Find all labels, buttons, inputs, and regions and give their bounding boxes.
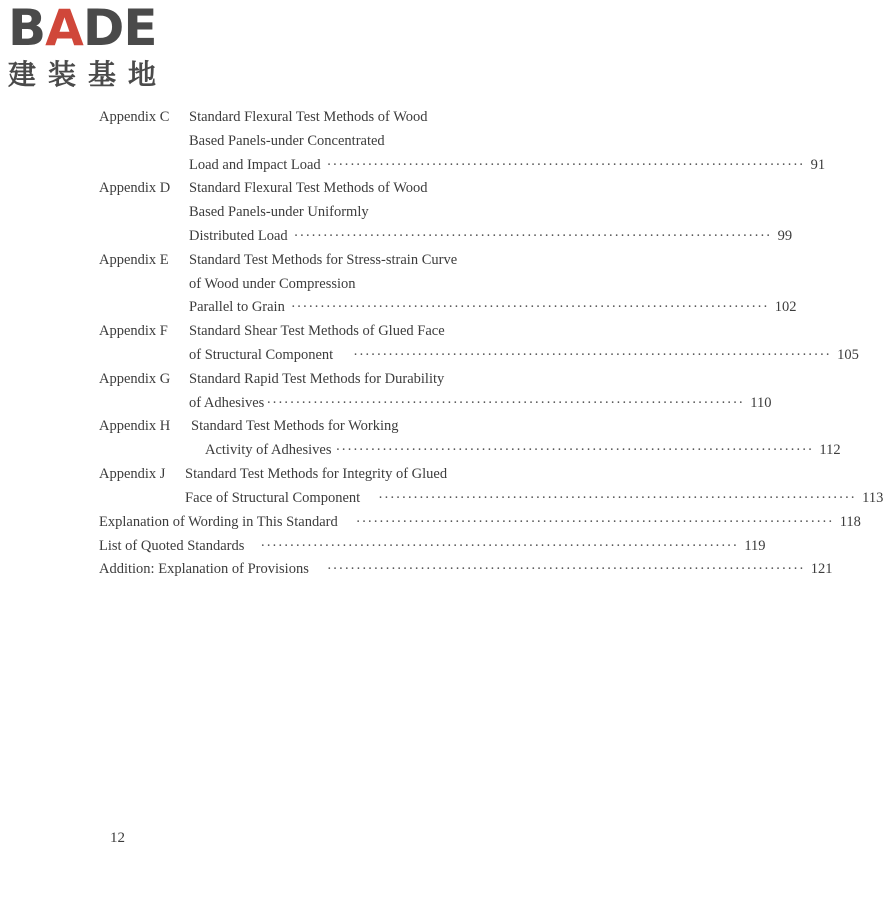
logo-chinese-text: 建装基地: [8, 58, 169, 91]
toc-entry-appendix-e: [99, 250, 457, 270]
appendix-title: of Structural Component: [189, 347, 334, 363]
toc-page-number: 119: [744, 538, 766, 554]
leader-dots: ··················································································: [326, 157, 805, 173]
appendix-title: of Wood under Compression: [189, 276, 356, 292]
toc-continuation: [189, 202, 369, 222]
appendix-title: Parallel to Grain: [189, 299, 285, 315]
toc-leader-line: [185, 488, 883, 508]
appendix-label: Appendix F: [99, 323, 168, 339]
appendix-title: Load and Impact Load: [189, 157, 321, 173]
leader-dots: ··················································································: [353, 347, 832, 363]
toc-entry-wording: [99, 512, 861, 532]
leader-dots: ··················································································: [260, 538, 739, 554]
toc-title: Explanation of Wording in This Standard: [99, 514, 338, 530]
toc-page-number: 99: [777, 228, 793, 244]
toc-page-number: 118: [839, 514, 861, 530]
appendix-label: Appendix C: [99, 109, 170, 125]
appendix-title: Standard Shear Test Methods of Glued Face: [189, 323, 445, 339]
toc-page-number: 91: [810, 157, 826, 173]
appendix-title: Distributed Load: [189, 228, 288, 244]
appendix-title: Standard Flexural Test Methods of Wood: [189, 109, 428, 125]
toc-entry-quoted-standards: [99, 536, 766, 556]
toc-page-number: 112: [819, 442, 841, 458]
toc-leader-line: [189, 226, 793, 246]
logo-wordmark: BADE: [8, 0, 157, 57]
page-number: 12: [110, 830, 125, 846]
toc-entry-appendix-c: [99, 107, 428, 127]
appendix-label: Appendix D: [99, 180, 171, 196]
appendix-title: Standard Test Methods for Working: [191, 418, 399, 434]
toc-entry-appendix-d: [99, 178, 428, 198]
toc-page-number: 110: [750, 395, 772, 411]
appendix-title: Based Panels-under Concentrated: [189, 133, 385, 149]
toc-entry-addition: [99, 559, 833, 579]
leader-dots: ··················································································: [378, 490, 857, 506]
toc-leader-line: [189, 345, 859, 365]
leader-dots: ··················································································: [266, 395, 745, 411]
toc-page-number: 105: [837, 347, 859, 363]
appendix-label: Appendix E: [99, 252, 169, 268]
leader-dots: ··················································································: [355, 514, 834, 530]
toc-page-number: 113: [862, 490, 883, 506]
appendix-label: Appendix G: [99, 371, 171, 387]
appendix-label: Appendix H: [99, 418, 171, 434]
leader-dots: ··················································································: [290, 299, 769, 315]
toc-continuation: [189, 131, 385, 151]
appendix-title: of Adhesives: [189, 395, 265, 411]
appendix-title: Standard Test Methods for Integrity of Glued: [185, 466, 448, 482]
toc-leader-line: [189, 155, 826, 175]
toc-page-number: 102: [774, 299, 797, 315]
toc-page-number: 121: [810, 561, 833, 577]
appendix-title: Activity of Adhesives: [205, 442, 332, 458]
toc-leader-line: [205, 440, 841, 460]
toc-entry-appendix-h: [99, 416, 399, 436]
appendix-title: Based Panels-under Uniformly: [189, 204, 369, 220]
appendix-label: Appendix J: [99, 466, 166, 482]
toc-entry-appendix-j: [99, 464, 447, 484]
toc-leader-line: [189, 393, 772, 413]
toc-title: List of Quoted Standards: [99, 538, 245, 554]
toc-continuation: [189, 274, 356, 294]
leader-dots: ··················································································: [293, 228, 772, 244]
toc-title: Addition: Explanation of Provisions: [99, 561, 309, 577]
leader-dots: ··················································································: [326, 561, 805, 577]
appendix-title: Standard Flexural Test Methods of Wood: [189, 180, 428, 196]
appendix-title: Face of Structural Component: [185, 490, 361, 506]
appendix-title: Standard Test Methods for Stress-strain Curve: [189, 252, 458, 268]
appendix-title: Standard Rapid Test Methods for Durability: [189, 371, 445, 387]
toc-entry-appendix-g: [99, 369, 444, 389]
toc-leader-line: [189, 297, 797, 317]
leader-dots: ··················································································: [335, 442, 814, 458]
toc-entry-appendix-f: [99, 321, 445, 341]
